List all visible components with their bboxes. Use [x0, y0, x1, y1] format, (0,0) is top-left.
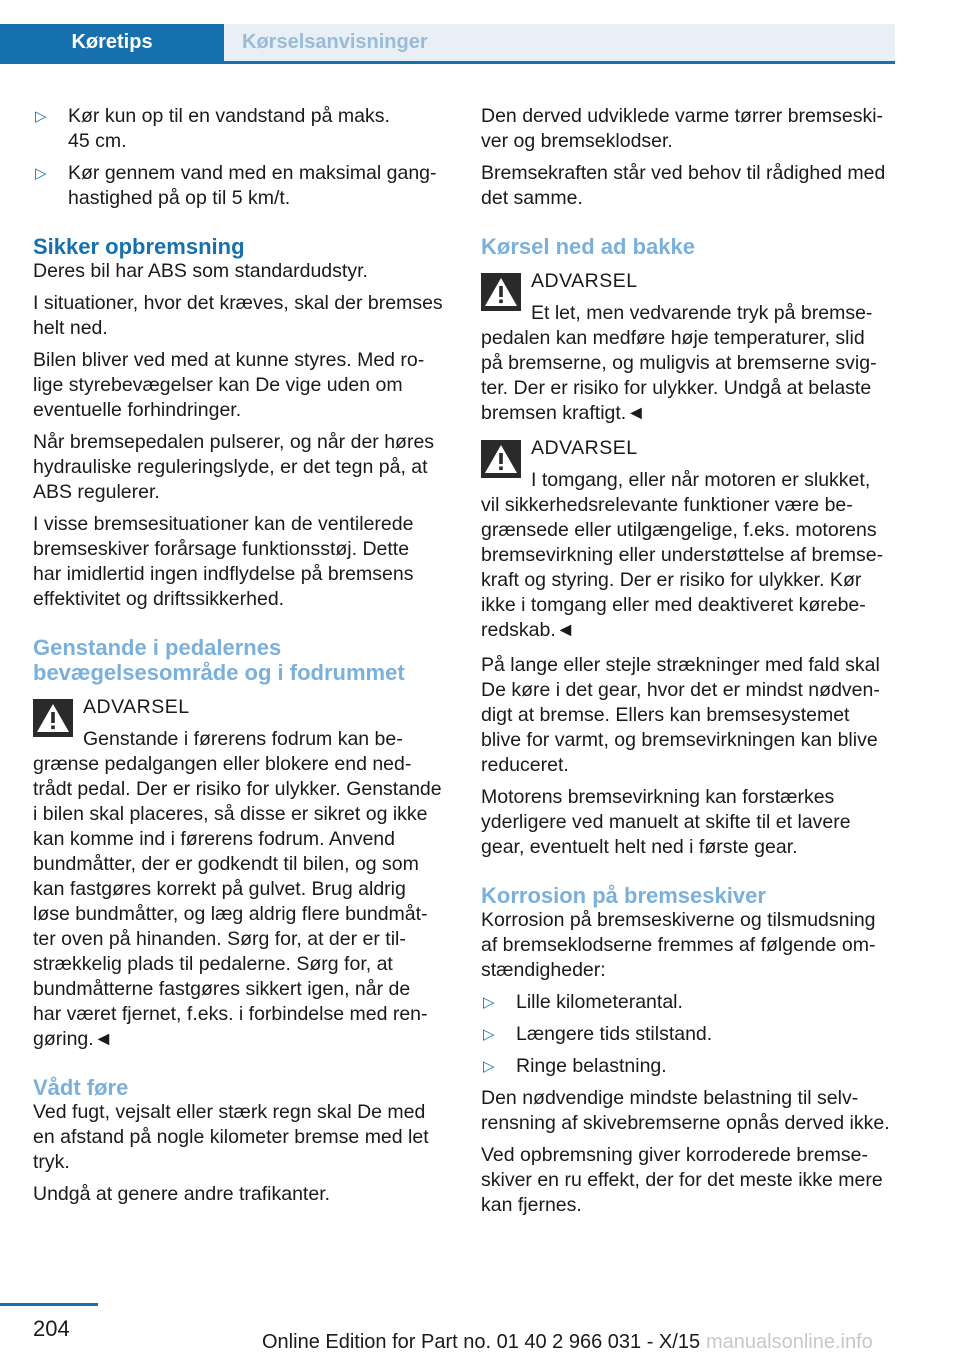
footer-divider: [0, 1303, 98, 1306]
text-line: Ved opbremsning giver korroderede bremse-: [481, 1144, 868, 1166]
section-korrosion: [481, 883, 899, 1218]
section-tab[interactable]: Kørselsanvisninger: [224, 24, 895, 61]
chapter-tab-active[interactable]: Køretips: [0, 24, 224, 61]
warning-triangle-icon: [481, 440, 521, 478]
text-line: digt at bremse. Ellers kan bremsesystemet: [481, 704, 850, 726]
triangle-bullet-icon: ▷: [35, 165, 47, 182]
warning-text-line: på bremserne, og muligvis at bremserne svig-: [481, 352, 877, 374]
warning-text-line: redskab.◄: [481, 619, 576, 641]
page-number: 204: [33, 1316, 70, 1341]
text-line: Ved fugt, vejsalt eller stærk regn skal De med: [33, 1101, 426, 1123]
triangle-bullet-icon: ▷: [483, 1026, 495, 1043]
section-body: [481, 1086, 899, 1218]
warning-title: ADVARSEL: [531, 437, 638, 459]
text-line: Deres bil har ABS som standardudstyr.: [33, 260, 368, 282]
list-item-text: [516, 1054, 899, 1079]
warning-text-line: grænse pedalgangen eller blokere end ned-: [33, 753, 412, 775]
paragraph: [33, 291, 451, 341]
text-line: stændigheder:: [481, 959, 606, 981]
text-line: gear, eventuelt helt ned i første gear.: [481, 836, 798, 858]
text-line: lige styrebevægelser kan De vige uden om: [33, 374, 403, 396]
warning-text-line: ter. Der er risiko for ulykker. Undgå at belaste: [481, 377, 872, 399]
list-item: [481, 1022, 899, 1047]
list-item: [481, 1054, 899, 1079]
warning-text-line: I tomgang, eller når motoren er slukket,: [531, 469, 871, 491]
right-column: [481, 104, 899, 1225]
warning-text-line: ter oven på hinanden. Sørg for, at der er til-: [33, 928, 406, 950]
warning-title: ADVARSEL: [83, 696, 190, 718]
warning-triangle-icon: [481, 273, 521, 311]
text-line: 45 cm.: [68, 130, 127, 152]
list-item-text: [68, 104, 451, 154]
warning-text: [33, 752, 451, 1052]
warning-text-line: bundmåtter, der er godkendt til bilen, og som: [33, 853, 419, 875]
text-line: rensning af skivebremserne opnås derved ikke.: [481, 1112, 890, 1134]
warning-text: [481, 326, 899, 426]
list-item-text: [516, 1022, 899, 1047]
bullet-list: [481, 990, 899, 1079]
list-item: [33, 161, 451, 211]
list-item: [33, 104, 451, 154]
text-line: De køre i det gear, hvor det er mindst nødven-: [481, 679, 880, 701]
text-line: bremseskiver forårsage funktionsstøj. Dette: [33, 538, 410, 560]
paragraph: [481, 1143, 899, 1218]
warning-text-line: bremsevirkning eller understøttelse af bremse-: [481, 544, 884, 566]
warning-text-line: i bilen skal placeres, så disse er sikret og ikke: [33, 803, 428, 825]
warning-text-line: kraft og styring. Der er risiko for ulykker. Kør: [481, 569, 862, 591]
section-title-line: Genstande i pedalernes: [33, 635, 282, 660]
section-body: [33, 1100, 451, 1207]
warning-text-line: strækkelig plads til pedalerne. Sørg for, at: [33, 953, 393, 975]
text-line: skiver en ru effekt, der for det meste ikke mere: [481, 1169, 883, 1191]
text-line: en afstand på nogle kilometer bremse med let: [33, 1126, 429, 1148]
warning-text-line: trådt pedal. Der er risiko for ulykker. Genstande: [33, 778, 442, 800]
text-line: blive for varmt, og bremsevirkningen kan blive: [481, 729, 878, 751]
section-title: Vådt føre: [33, 1075, 129, 1100]
continued-text: [481, 104, 899, 211]
list-item-text: [516, 990, 899, 1015]
triangle-bullet-icon: ▷: [483, 994, 495, 1011]
text-line: Kør kun op til en vandstand på maks.: [68, 105, 390, 127]
paragraph: [481, 785, 899, 860]
warning-text-line: Et let, men vedvarende tryk på bremse-: [531, 302, 873, 324]
paragraph: [33, 430, 451, 505]
warning-text-line: kan komme ind i førerens fodrum. Anvend: [33, 828, 395, 850]
intro-bullet-list: [33, 104, 451, 211]
paragraph: [33, 348, 451, 423]
text-line: Bilen bliver ved med at kunne styres. Med ro-: [33, 349, 425, 371]
triangle-bullet-icon: ▷: [483, 1058, 495, 1075]
page-header: [0, 0, 960, 64]
text-line: Lille kilometerantal.: [516, 991, 683, 1013]
text-line: yderligere ved manuelt at skifte til et lavere: [481, 811, 851, 833]
text-line: effektivitet og driftssikkerhed.: [33, 588, 285, 610]
text-line: hydrauliske reguleringslyde, er det tegn på, at: [33, 456, 428, 478]
paragraph: [481, 1086, 899, 1136]
section-title: Sikker opbremsning: [33, 234, 245, 259]
text-line: På lange eller stejle strækninger med fald skal: [481, 654, 880, 676]
section-title: Kørsel ned ad bakke: [481, 234, 695, 259]
text-line: eventuelle forhindringer.: [33, 399, 242, 421]
paragraph: [481, 104, 899, 154]
warning-text-line: bundmåtterne fastgøres sikkert igen, når de: [33, 978, 411, 1000]
warning-triangle-icon: [33, 699, 73, 737]
warning-text-line: Genstande i førerens fodrum kan be-: [83, 728, 403, 750]
paragraph: [33, 1100, 451, 1175]
warning-text-line: kan fastgøres korrekt på gulvet. Brug aldrig: [33, 878, 406, 900]
text-line: tryk.: [33, 1151, 70, 1173]
warning-box: [33, 695, 451, 1052]
warning-box: [481, 269, 899, 426]
text-line: Kør gennem vand med en maksimal gang-: [68, 162, 437, 184]
warning-box: [481, 436, 899, 643]
list-item: [481, 990, 899, 1015]
warning-text-line: bremsen kraftigt.◄: [481, 402, 646, 424]
section-sikker-opbremsning: [33, 234, 451, 612]
paragraph: [481, 908, 899, 983]
text-line: af bremseklodserne fremmes af følgende om-: [481, 934, 876, 956]
warning-text-line: ikke i tomgang eller med deaktiveret kørebe-: [481, 594, 866, 616]
paragraph: [33, 1182, 451, 1207]
warning-text-line: pedalen kan medføre høje temperaturer, slid: [481, 327, 865, 349]
section-title: [33, 635, 451, 685]
warning-text-line: vil sikkerhedsrelevante funktioner være be-: [481, 494, 853, 516]
text-line: reduceret.: [481, 754, 569, 776]
warning-text-line: har været fjernet, f.eks. i forbindelse med ren-: [33, 1003, 428, 1025]
warning-title: ADVARSEL: [531, 270, 638, 292]
warning-text-line: løse bundmåtter, og læg aldrig flere bundmåt-: [33, 903, 428, 925]
section-koersel-ned-ad-bakke: [481, 234, 899, 860]
text-line: I visse bremsesituationer kan de ventilerede: [33, 513, 414, 535]
paragraph: [481, 161, 899, 211]
text-line: det samme.: [481, 187, 583, 209]
text-line: Længere tids stilstand.: [516, 1023, 713, 1045]
text-line: ABS regulerer.: [33, 481, 160, 503]
text-line: helt ned.: [33, 317, 108, 339]
paragraph: [481, 653, 899, 778]
paragraph: [33, 512, 451, 612]
text-line: ver og bremseklodser.: [481, 130, 673, 152]
text-line: I situationer, hvor det kræves, skal der bremses: [33, 292, 443, 314]
triangle-bullet-icon: ▷: [35, 108, 47, 125]
text-line: Den derved udviklede varme tørrer bremseski-: [481, 105, 884, 127]
text-line: Undgå at genere andre trafikanter.: [33, 1183, 331, 1205]
warning-text-line: gøring.◄: [33, 1028, 113, 1050]
section-title: Korrosion på bremseskiver: [481, 883, 766, 908]
section-vaadt-foere: [33, 1075, 451, 1207]
watermark: manualsonline.info: [706, 1331, 873, 1353]
text-line: kan fjernes.: [481, 1194, 582, 1216]
text-line: hastighed på op til 5 km/t.: [68, 187, 291, 209]
section-title-line: bevægelsesområde og i fodrummet: [33, 660, 405, 685]
warning-text-line: grænsede eller utilgængelige, f.eks. motorens: [481, 519, 877, 541]
warning-text: [481, 493, 899, 643]
section-body: [33, 259, 451, 612]
text-line: Når bremsepedalen pulserer, og når der høres: [33, 431, 435, 453]
text-line: har imidlertid ingen indflydelse på bremsens: [33, 563, 414, 585]
section-intro: [481, 908, 899, 983]
text-line: Motorens bremsevirkning kan forstærkes: [481, 786, 835, 808]
edition-note: Online Edition for Part no. 01 40 2 966 031 - X/15: [262, 1331, 701, 1353]
text-line: Den nødvendige mindste belastning til selv-: [481, 1087, 859, 1109]
section-body: [481, 653, 899, 860]
text-line: Ringe belastning.: [516, 1055, 667, 1077]
header-divider: [0, 61, 895, 64]
section-genstande: [33, 635, 451, 1052]
paragraph: [33, 259, 451, 284]
text-line: Bremsekraften står ved behov til rådighed med: [481, 162, 886, 184]
text-line: Korrosion på bremseskiverne og tilsmudsning: [481, 909, 876, 931]
list-item-text: [68, 161, 451, 211]
left-column: [33, 104, 451, 1214]
